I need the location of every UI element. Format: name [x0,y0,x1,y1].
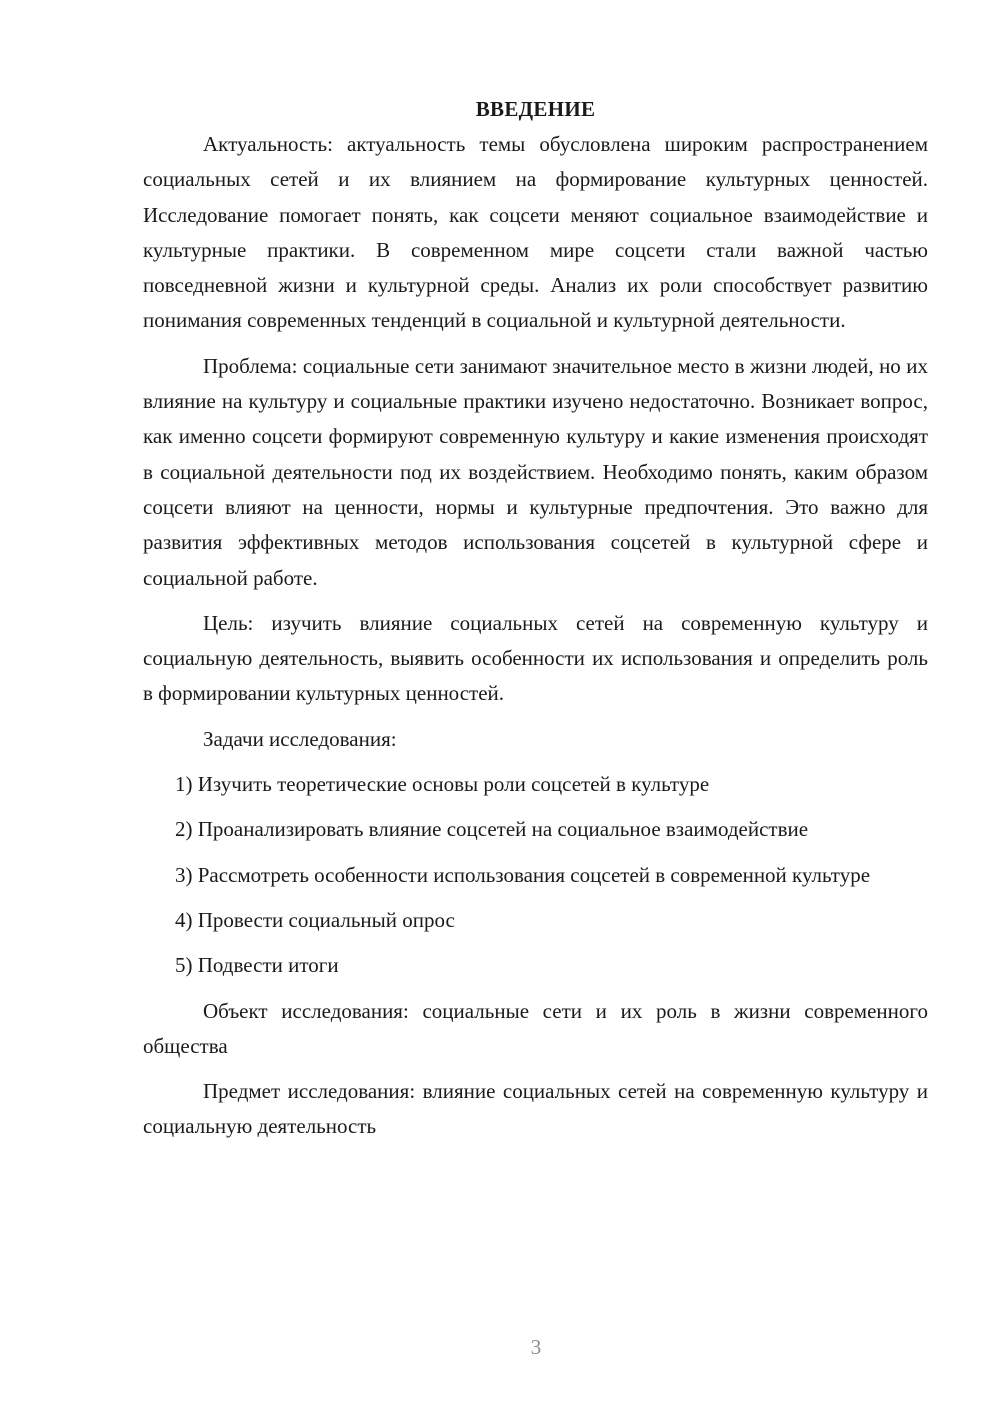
document-page [143,92,928,1155]
task-item-4: 4) Провести социальный опрос [175,907,455,932]
task-item-1: 1) Изучить теоретические основы роли соцсетей в культуре [175,772,710,797]
paragraph-goal: Цель: изучить влияние социальных сетей на современную культуру и социальную деятельность, выявить особенности их использования и определить роль в формировании культурных ценностей. [143,610,928,706]
task-item-3: 3) Рассмотреть особенности использования соцсетей в современной культуре [175,862,871,887]
task-item-5: 5) Подвести итоги [175,953,339,978]
paragraph-object: Объект исследования: социальные сети и их роль в жизни современного общества [143,998,928,1058]
tasks-heading: Задачи исследования: [203,726,397,751]
page-number: 3 [530,1335,542,1359]
paragraph-subject: Предмет исследования: влияние социальных сетей на современную культуру и социальную деятельность [143,1079,928,1139]
task-item-2: 2) Проанализировать влияние соцсетей на социальное взаимодействие [175,817,809,842]
paragraph-relevance: Актуальность: актуальность темы обусловлена широким распространением социальных сетей и их влиянием на формирование культурных ценностей. Исследование помогает понять, как соцсети меняют социальное взаимодействие и культурные практики. В современном мире соцсети стали важной частью повседневной жизни и культурной среды. Анализ их роли способствует развитию понимания современных тенденций в социальной и культурной деятельности. [143,132,928,333]
page-title: ВВЕДЕНИЕ [475,97,596,121]
paragraph-problem: Проблема: социальные сети занимают значительное место в жизни людей, но их влияние на культуру и социальные практики изучено недостаточно. Возникает вопрос, как именно соцсети формируют современную культуру и какие изменения происходят в социальной деятельности под их воздействием. Необходимо понять, каким образом соцсети влияют на ценности, нормы и культурные предпочтения. Это важно для развития эффективных методов использования соцсетей в культурной сфере и социальной работе. [143,353,928,590]
